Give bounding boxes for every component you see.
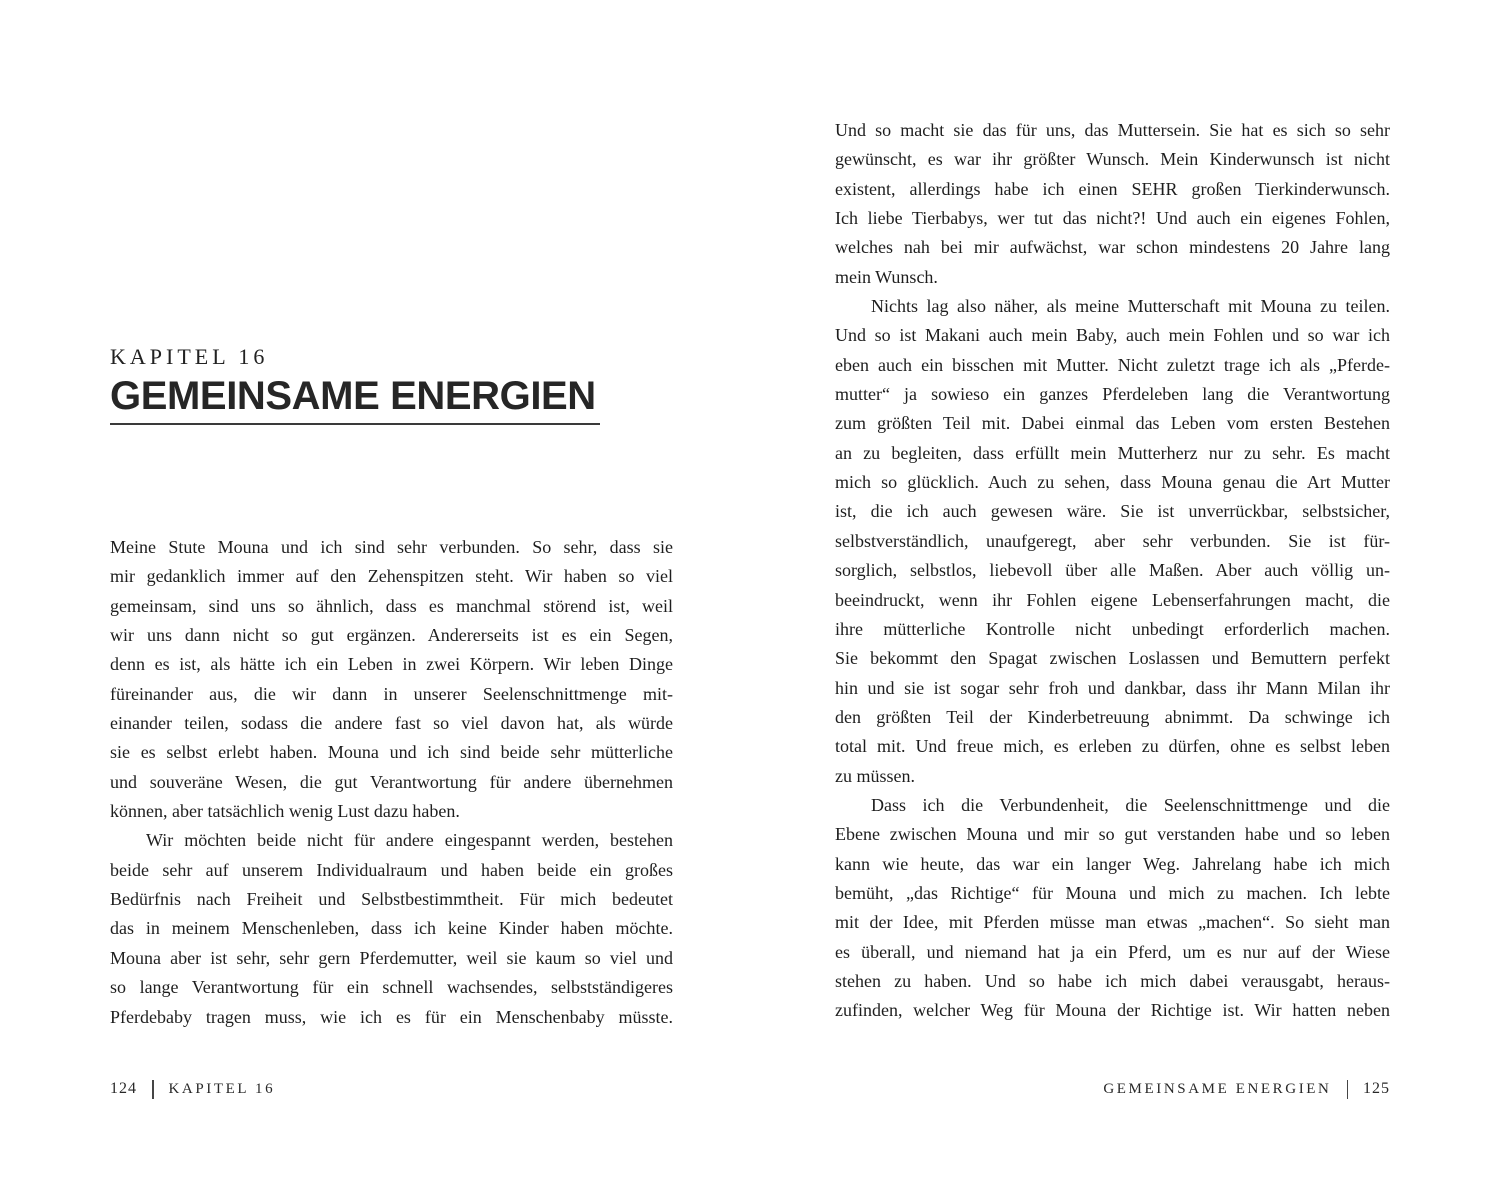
text-line: welches nah bei mir aufwächst, war schon mindestens 20 Jahre lang [835,237,1390,258]
page-footer-right [1103,1078,1390,1100]
text-line: Mouna aber ist sehr, sehr gern Pferdemutter, weil sie kaum so viel und [110,947,673,968]
text-line: bemüht, „das Richtige“ für Mouna und mich zu machen. Ich lebte [835,882,1390,903]
text-line: mir gedanklich immer auf den Zehenspitzen steht. Wir haben so viel [110,566,673,587]
chapter-heading [110,344,600,425]
text-line: sorglich, selbstlos, liebevoll über alle Maßen. Aber auch völlig un- [835,560,1390,581]
running-head: GEMEINSAME ENERGIEN [1103,1081,1332,1097]
text-line: Bedürfnis nach Freiheit und Selbstbestimmtheit. Für mich bedeutet [110,889,673,910]
page-footer-left [110,1078,275,1100]
text-line: zum größten Teil mit. Dabei einmal das Leben vom ersten Bestehen [835,413,1390,434]
text-line: können, aber tatsächlich wenig Lust dazu haben. [110,801,460,822]
body-text-left [110,533,673,1032]
text-line: an zu begleiten, dass erfüllt mein Mutterherz nur zu sehr. Es macht [835,442,1390,463]
text-line: mit der Idee, mit Pferden müsse man etwas „machen“. So sieht man [835,912,1390,933]
running-head: KAPITEL 16 [168,1081,276,1097]
text-line: stehen zu haben. Und so habe ich mich dabei verausgabt, heraus- [835,970,1390,991]
text-line: eben auch ein bisschen mit Mutter. Nicht zuletzt trage ich als „Pferde- [835,354,1390,375]
page-number: 124 [110,1080,137,1097]
text-line: gewünscht, es war ihr größter Wunsch. Mein Kinderwunsch ist nicht [835,149,1390,170]
footer-separator [1347,1080,1349,1099]
text-line: und souveräne Wesen, die gut Verantwortung für andere übernehmen [110,771,673,792]
text-line: das in meinem Menschenleben, dass ich keine Kinder haben möchte. [110,918,673,939]
chapter-kicker: KAPITEL 16 [110,344,269,369]
footer-separator [152,1080,154,1099]
text-line: mein Wunsch. [835,266,938,287]
text-line: hin und sie ist sogar sehr froh und dankbar, dass ihr Mann Milan ihr [835,677,1390,698]
text-line: mutter“ ja sowieso ein ganzes Pferdeleben lang die Verantwortung [835,384,1390,405]
text-line: Und so ist Makani auch mein Baby, auch mein Fohlen und so war ich [835,325,1390,346]
text-line: den größten Teil der Kinderbetreuung abnimmt. Da schwinge ich [835,706,1390,727]
text-line: so lange Verantwortung für ein schnell wachsendes, selbstständigeres [110,977,673,998]
text-line: zu müssen. [835,765,915,786]
chapter-title: GEMEINSAME ENERGIEN [110,374,596,418]
text-line: selbstverständlich, unaufgeregt, aber sehr verbunden. Sie ist für- [835,530,1390,551]
text-line: kann wie heute, das war ein langer Weg. Jahrelang habe ich mich [835,853,1390,874]
page-left [110,0,673,1195]
text-line: Nichts lag also näher, als meine Mutterschaft mit Mouna zu teilen. [871,296,1390,317]
text-line: mich so glücklich. Auch zu sehen, dass Mouna genau die Art Mutter [835,472,1390,493]
body-text-right [835,116,1390,1026]
page-number: 125 [1363,1080,1390,1097]
text-line: Ich liebe Tierbabys, wer tut das nicht?! Und auch ein eigenes Fohlen, [835,208,1390,229]
text-line: gemeinsam, sind uns so ähnlich, dass es manchmal störend ist, weil [110,595,673,616]
text-line: existent, allerdings habe ich einen SEHR großen Tierkinderwunsch. [835,178,1390,199]
text-line: füreinander aus, die wir dann in unserer Seelenschnittmenge mit- [110,683,673,704]
text-line: ist, die ich auch gewesen wäre. Sie ist unverrückbar, selbstsicher, [835,501,1390,522]
title-underline [110,423,600,425]
text-line: Und so macht sie das für uns, das Muttersein. Sie hat es sich so sehr [835,120,1390,140]
text-line: es überall, und niemand hat ja ein Pferd, um es nur auf der Wiese [835,941,1390,962]
text-line: Dass ich die Verbundenheit, die Seelenschnittmenge und die [871,794,1390,815]
text-line: Meine Stute Mouna und ich sind sehr verbunden. So sehr, dass sie [110,537,673,557]
text-line: total mit. Und freue mich, es erleben zu dürfen, ohne es selbst leben [835,736,1390,757]
text-line: zufinden, welcher Weg für Mouna der Richtige ist. Wir hatten neben [835,1000,1390,1021]
text-line: beide sehr auf unserem Individualraum und haben beide ein großes [110,859,673,880]
text-line: Sie bekommt den Spagat zwischen Loslassen und Bemuttern perfekt [835,648,1390,669]
text-line: wir uns dann nicht so gut ergänzen. Andererseits ist es ein Segen, [110,625,673,646]
text-line: denn es ist, als hätte ich ein Leben in zwei Körpern. Wir leben Dinge [110,654,673,675]
page-right [835,0,1390,1195]
text-line: ihre mütterliche Kontrolle nicht unbedingt erforderlich machen. [835,618,1390,639]
text-line: sie es selbst erlebt haben. Mouna und ich sind beide sehr mütterliche [110,742,673,763]
text-line: Wir möchten beide nicht für andere eingespannt werden, bestehen [146,830,673,851]
text-line: einander teilen, sodass die andere fast so viel davon hat, als würde [110,713,673,734]
text-line: Ebene zwischen Mouna und mir so gut verstanden habe und so leben [835,824,1390,845]
text-line: Pferdebaby tragen muss, wie ich es für ein Menschenbaby müsste. [110,1006,673,1027]
text-line: beeindruckt, wenn ihr Fohlen eigene Lebenserfahrungen macht, die [835,589,1390,610]
